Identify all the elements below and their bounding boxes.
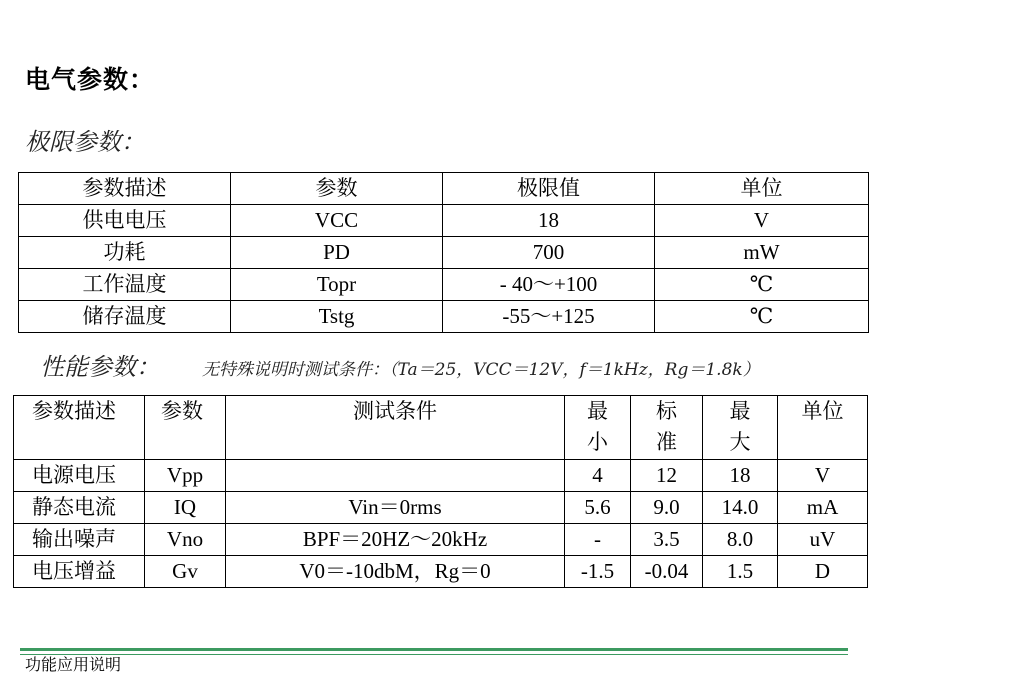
table-cell: V0＝-10dbM，Rg＝0 [226, 556, 565, 588]
header-text: 最 [587, 399, 608, 423]
table-row [19, 205, 869, 237]
table-cell: 供电电压 [19, 205, 231, 237]
table-cell: Vin＝0rms [226, 492, 565, 524]
table-cell: Tstg [231, 301, 443, 333]
table-cell: -55～+125 [443, 301, 655, 333]
header-cell-typ [631, 396, 703, 460]
performance-title: 性能参数： [40, 353, 160, 381]
table-cell: - [565, 524, 631, 556]
header-text: 大 [729, 430, 751, 454]
performance-table [13, 395, 868, 588]
table-cell [226, 460, 565, 492]
table-cell: 18 [443, 205, 655, 237]
section-heading: 电气参数： [25, 65, 156, 94]
table-header-row [14, 396, 868, 460]
table-cell: Topr [231, 269, 443, 301]
table-cell: mW [655, 237, 869, 269]
table-cell: 14.0 [703, 492, 778, 524]
table-cell: Gv [145, 556, 226, 588]
header-text: 最 [729, 399, 751, 423]
table-cell: Vno [145, 524, 226, 556]
table-cell: uV [778, 524, 868, 556]
header-cell: 参数 [231, 173, 443, 205]
table-cell: 储存温度 [19, 301, 231, 333]
table-cell: 3.5 [631, 524, 703, 556]
header-cell: 测试条件 [226, 396, 565, 460]
table-row [19, 301, 869, 333]
header-text: 准 [656, 430, 677, 454]
table-cell: -0.04 [631, 556, 703, 588]
table-cell: 电压增益 [14, 556, 145, 588]
table-row [19, 237, 869, 269]
table-cell: 输出噪声 [14, 524, 145, 556]
table-cell: 9.0 [631, 492, 703, 524]
table-cell: 5.6 [565, 492, 631, 524]
header-text: 标 [656, 399, 677, 423]
table-cell: BPF＝20HZ～20kHz [226, 524, 565, 556]
header-cell: 极限值 [443, 173, 655, 205]
table-cell: 4 [565, 460, 631, 492]
table-cell: - 40～+100 [443, 269, 655, 301]
table-cell: ℃ [655, 269, 869, 301]
table-row [14, 556, 868, 588]
table-cell: PD [231, 237, 443, 269]
table-row [14, 524, 868, 556]
header-cell: 单位 [655, 173, 869, 205]
limits-title: 极限参数： [25, 128, 145, 156]
table-cell: 700 [443, 237, 655, 269]
table-cell: 8.0 [703, 524, 778, 556]
table-cell: mA [778, 492, 868, 524]
table-cell: VCC [231, 205, 443, 237]
table-cell: 功耗 [19, 237, 231, 269]
table-row [14, 460, 868, 492]
table-cell: 电源电压 [14, 460, 145, 492]
footer-divider-thin [20, 654, 848, 655]
header-cell: 参数描述 [19, 173, 231, 205]
table-cell: V [655, 205, 869, 237]
header-cell: 参数 [145, 396, 226, 460]
table-cell: D [778, 556, 868, 588]
table-header-row [19, 173, 869, 205]
table-cell: 1.5 [703, 556, 778, 588]
header-cell-max [703, 396, 778, 460]
table-cell: ℃ [655, 301, 869, 333]
header-cell: 单位 [778, 396, 868, 460]
next-section-text: 功能应用说明 [25, 655, 122, 674]
table-row [19, 269, 869, 301]
table-cell: 静态电流 [14, 492, 145, 524]
table-cell: V [778, 460, 868, 492]
table-cell: 12 [631, 460, 703, 492]
table-cell: 18 [703, 460, 778, 492]
footer-divider [20, 648, 848, 651]
table-cell: IQ [145, 492, 226, 524]
header-cell: 参数描述 [14, 396, 145, 460]
table-cell: Vpp [145, 460, 226, 492]
header-text: 小 [587, 430, 608, 454]
table-cell: 工作温度 [19, 269, 231, 301]
limits-table [18, 172, 869, 333]
table-cell: -1.5 [565, 556, 631, 588]
table-row [14, 492, 868, 524]
header-cell-min [565, 396, 631, 460]
test-conditions-note: 无特殊说明时测试条件：（Ta＝25，VCC＝12V，f＝1kHz，Rg＝1.8k） [202, 360, 760, 380]
next-section-heading [25, 655, 165, 674]
performance-title-row [40, 347, 760, 382]
